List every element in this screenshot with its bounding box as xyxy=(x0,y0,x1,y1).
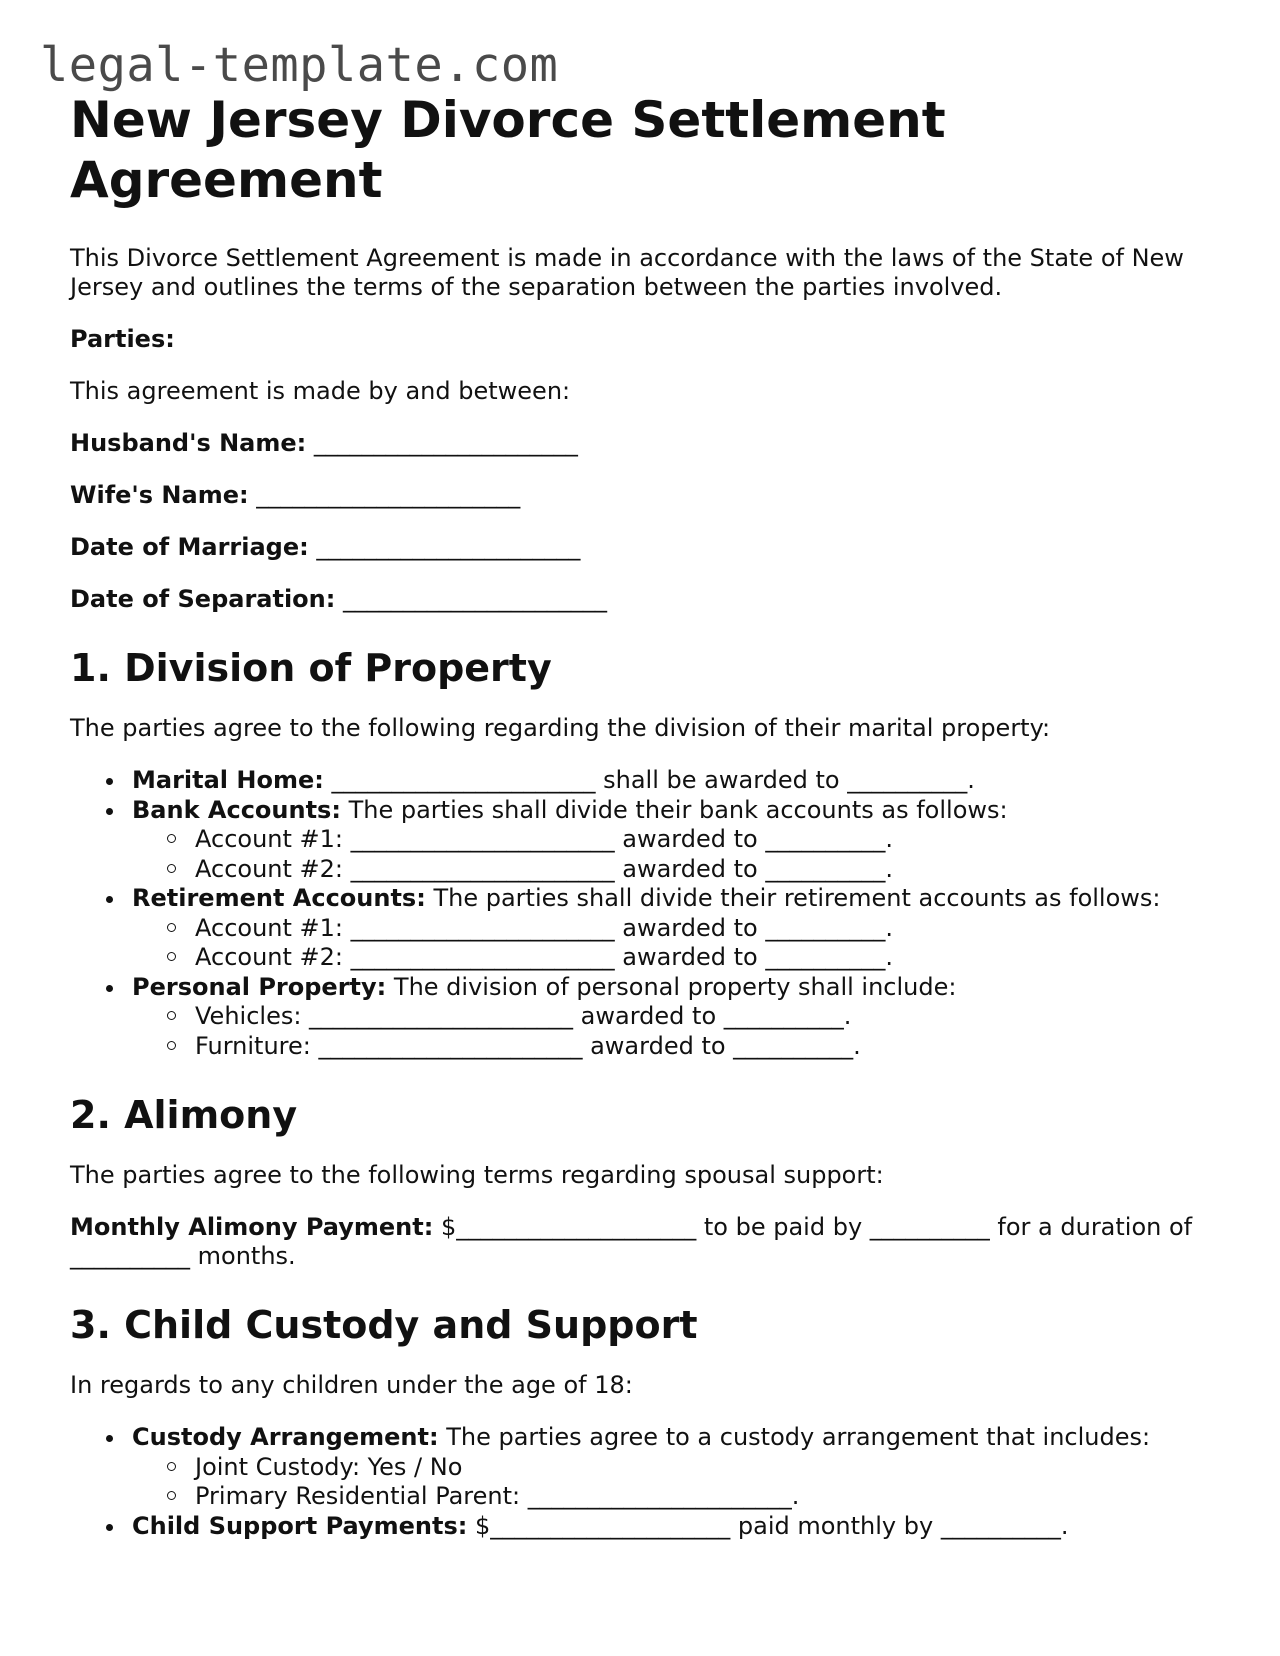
parties-lead: This agreement is made by and between: xyxy=(70,377,571,405)
joint-custody-option[interactable]: Joint Custody: Yes / No xyxy=(132,1453,1240,1483)
bank-accounts-sublist xyxy=(70,825,1240,884)
vehicles-field[interactable]: Vehicles: ______________________ awarded to __________. xyxy=(132,1002,1240,1032)
list-item-marital-home xyxy=(70,766,1240,796)
custody-arrangement-label: Custody Arrangement: xyxy=(132,1423,439,1451)
custody-arrangement-text: The parties agree to a custody arrangement that includes: xyxy=(446,1423,1151,1451)
retirement-account-2[interactable]: Account #2: ______________________ awarded to __________. xyxy=(132,943,1240,973)
bank-account-1[interactable]: Account #1: ______________________ awarded to __________. xyxy=(132,825,1240,855)
child-support-label: Child Support Payments: xyxy=(132,1511,468,1540)
list-item-custody-arrangement xyxy=(70,1423,1240,1512)
date-of-marriage-field[interactable]: ______________________ xyxy=(316,533,581,561)
wife-name-field[interactable]: ______________________ xyxy=(256,481,521,509)
furniture-field[interactable]: Furniture: ______________________ awarded to __________. xyxy=(132,1032,1240,1062)
list-item-child-support xyxy=(70,1512,1240,1542)
personal-property-label: Personal Property: xyxy=(132,972,387,1001)
husband-name-line xyxy=(70,429,1240,458)
property-lead: The parties agree to the following regarding the division of their marital property: xyxy=(70,714,1051,742)
date-of-marriage-label: Date of Marriage: xyxy=(70,533,309,561)
bank-account-2[interactable]: Account #2: ______________________ awarded to __________. xyxy=(132,855,1240,885)
watermark: legal-template.com xyxy=(40,38,559,93)
husband-name-label: Husband's Name: xyxy=(70,429,307,457)
section-heading-property: 1. Division of Property xyxy=(70,646,552,690)
personal-property-sublist xyxy=(70,1002,1240,1061)
list-item-bank-accounts xyxy=(70,796,1240,885)
section-heading-custody: 3. Child Custody and Support xyxy=(70,1303,698,1347)
alimony-lead: The parties agree to the following terms regarding spousal support: xyxy=(70,1161,884,1189)
date-of-separation-label: Date of Separation: xyxy=(70,585,336,613)
child-support-field[interactable]: $____________________ paid monthly by __________. xyxy=(474,1511,1069,1540)
retirement-accounts-sublist xyxy=(70,914,1240,973)
wife-name-label: Wife's Name: xyxy=(70,481,249,509)
retirement-account-1[interactable]: Account #1: ______________________ awarded to __________. xyxy=(132,914,1240,944)
alimony-payment-line xyxy=(70,1213,1240,1271)
marital-home-label: Marital Home: xyxy=(132,766,324,794)
marital-home-field[interactable]: ______________________ shall be awarded to __________. xyxy=(331,766,975,794)
alimony-payment-field[interactable]: $____________________ to be paid by __________ for a duration of __________ months. xyxy=(70,1213,1193,1270)
date-of-separation-line xyxy=(70,585,1240,614)
bank-accounts-text: The parties shall divide their bank accounts as follows: xyxy=(348,795,1008,824)
property-list xyxy=(70,766,1240,1061)
custody-list xyxy=(70,1423,1240,1541)
retirement-accounts-label: Retirement Accounts: xyxy=(132,884,426,912)
parties-heading: Parties: xyxy=(70,325,175,353)
document-title: New Jersey Divorce Settlement Agreement xyxy=(70,91,946,209)
document-body xyxy=(70,90,1240,1541)
custody-lead: In regards to any children under the age of 18: xyxy=(70,1371,633,1399)
date-of-marriage-line xyxy=(70,533,1240,562)
intro-paragraph: This Divorce Settlement Agreement is made in accordance with the laws of the State of New Jersey and outlines the terms of the separation between the parties involved. xyxy=(70,244,1184,301)
custody-arrangement-sublist xyxy=(70,1453,1240,1512)
section-heading-alimony: 2. Alimony xyxy=(70,1093,298,1137)
bank-accounts-label: Bank Accounts: xyxy=(132,795,341,824)
wife-name-line xyxy=(70,481,1240,510)
alimony-payment-label: Monthly Alimony Payment: xyxy=(70,1213,434,1241)
personal-property-text: The division of personal property shall include: xyxy=(393,972,957,1001)
date-of-separation-field[interactable]: ______________________ xyxy=(343,585,607,613)
list-item-retirement-accounts xyxy=(70,884,1240,973)
retirement-accounts-text: The parties shall divide their retirement accounts as follows: xyxy=(433,884,1161,912)
primary-residential-parent-field[interactable]: Primary Residential Parent: ______________________. xyxy=(132,1482,1240,1512)
husband-name-field[interactable]: ______________________ xyxy=(313,429,578,457)
list-item-personal-property xyxy=(70,973,1240,1062)
